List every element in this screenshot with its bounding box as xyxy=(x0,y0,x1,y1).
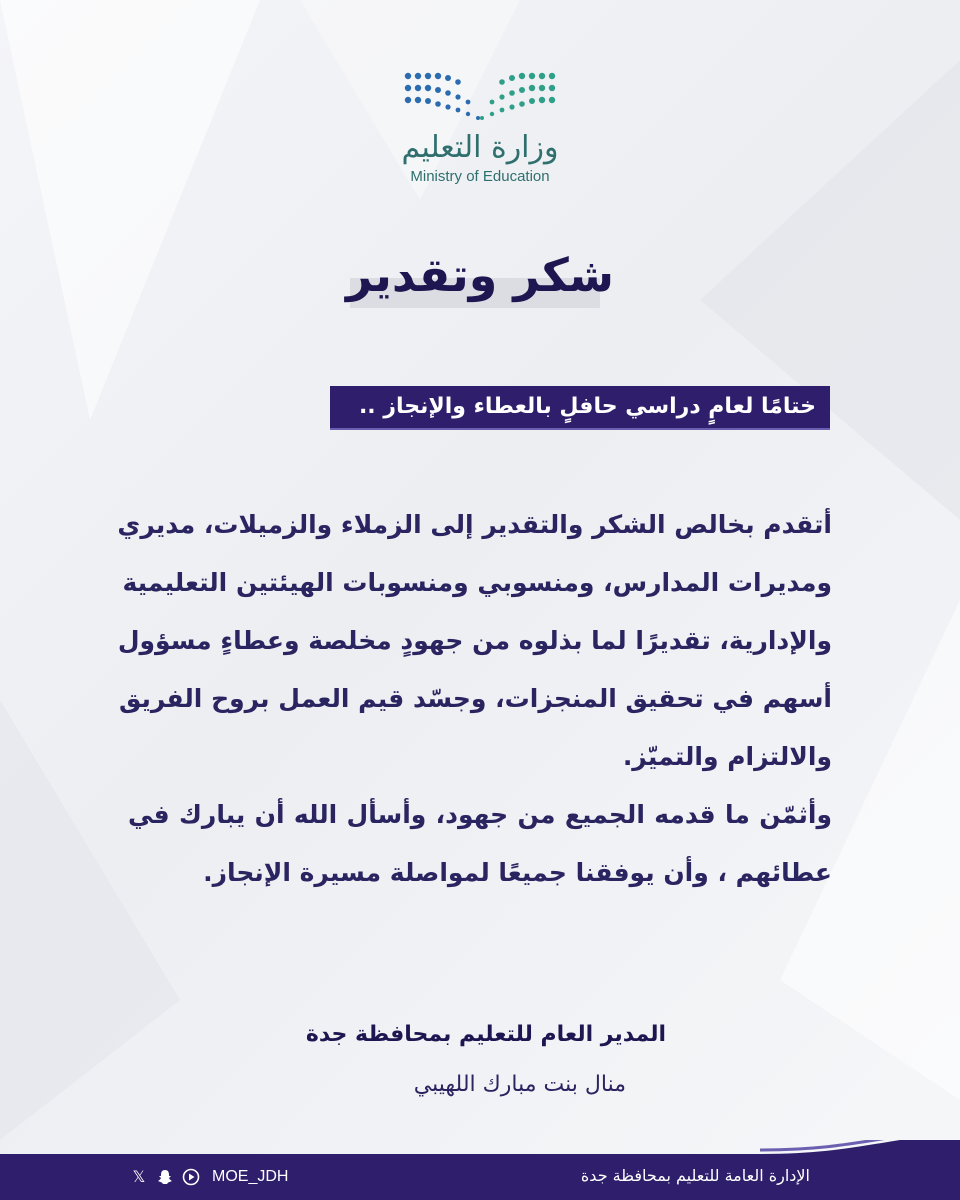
body-line: أسهم في تحقيق المنجزات، وجسّد قيم العمل بروح الفريق xyxy=(118,684,832,713)
signer-name: منال بنت مبارك اللهيبي xyxy=(413,1072,626,1097)
x-icon[interactable]: 𝕏 xyxy=(132,1167,146,1186)
body-line: ومديرات المدارس، ومنسوبي ومنسوبات الهيئتين التعليمية xyxy=(122,568,832,597)
body-line: عطائهم ، وأن يوفقنا جميعًا لمواصلة مسيرة الإنجاز. xyxy=(203,858,832,887)
body-line: والالتزام والتميّز. xyxy=(622,742,832,771)
body-line: أتقدم بخالص الشكر والتقدير إلى الزملاء والزميلات، مديري xyxy=(117,510,832,539)
body-line: والإدارية، تقديرًا لما بذلوه من جهودٍ مخلصة وعطاءٍ مسؤول xyxy=(117,626,832,655)
page-title: شكر وتقدير xyxy=(345,248,615,302)
logo-english-text: Ministry of Education xyxy=(410,168,550,185)
body-paragraph xyxy=(117,496,832,902)
signer-title: المدير العام للتعليم بمحافظة جدة xyxy=(305,1022,666,1047)
play-icon[interactable] xyxy=(182,1168,200,1186)
logo-arabic-text: وزارة التعليم xyxy=(401,130,559,165)
social-handle[interactable]: MOE_JDH xyxy=(212,1168,289,1185)
body-line: وأثمّن ما قدمه الجميع من جهود، وأسأل الله أن يبارك في xyxy=(128,800,832,829)
footer-department: الإدارة العامة للتعليم بمحافظة جدة xyxy=(580,1166,810,1185)
snapchat-icon[interactable] xyxy=(156,1168,174,1186)
ministry-logo xyxy=(380,60,580,190)
subtitle-text: ختامًا لعامٍ دراسي حافلٍ بالعطاء والإنجاز .. xyxy=(358,394,816,419)
logo-dots-icon xyxy=(400,66,560,126)
